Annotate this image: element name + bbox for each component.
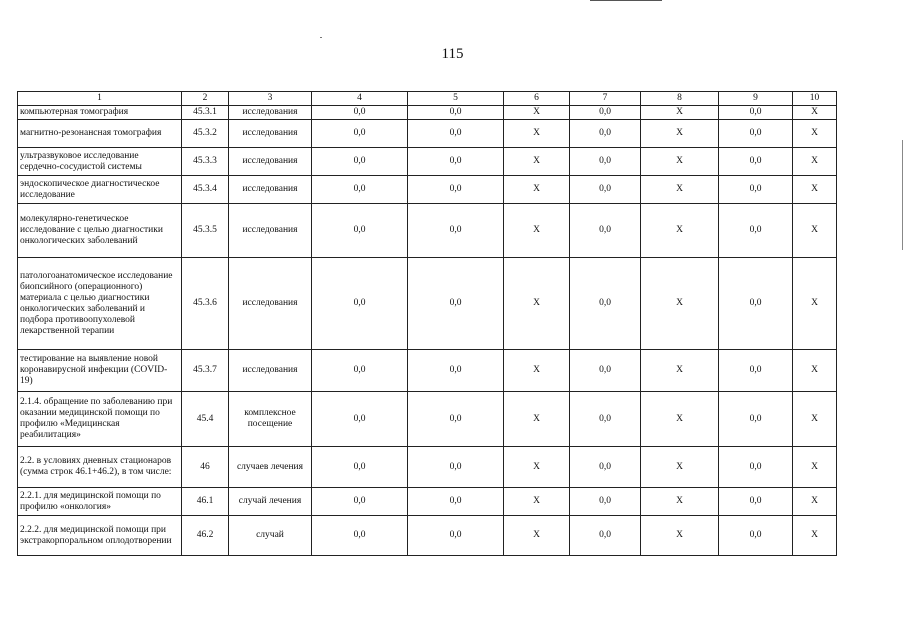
cell-c8: Х xyxy=(641,392,719,447)
cell-c8: Х xyxy=(641,488,719,516)
cell-c10: Х xyxy=(793,350,837,392)
cell-c7: 0,0 xyxy=(570,392,641,447)
cell-c7: 0,0 xyxy=(570,120,641,148)
row-unit: исследования xyxy=(229,148,312,176)
row-name: магнитно-резонансная томография xyxy=(18,120,182,148)
row-code: 45.3.4 xyxy=(182,176,229,204)
cell-c4: 0,0 xyxy=(312,106,408,120)
cell-c9: 0,0 xyxy=(719,106,793,120)
cell-c5: 0,0 xyxy=(408,120,504,148)
cell-c7: 0,0 xyxy=(570,516,641,556)
table-row xyxy=(18,120,837,148)
cell-c8: Х xyxy=(641,204,719,258)
header-cell: 8 xyxy=(641,92,719,106)
cell-c4: 0,0 xyxy=(312,516,408,556)
cell-c8: Х xyxy=(641,148,719,176)
cell-c8: Х xyxy=(641,350,719,392)
row-name: 2.2.2. для медицинской помощи при экстракорпоральном оплодотворении xyxy=(18,516,182,556)
row-unit: исследования xyxy=(229,176,312,204)
cell-c7: 0,0 xyxy=(570,258,641,350)
cell-c8: Х xyxy=(641,447,719,488)
cell-c10: Х xyxy=(793,106,837,120)
cell-c4: 0,0 xyxy=(312,350,408,392)
header-cell: 4 xyxy=(312,92,408,106)
cell-c9: 0,0 xyxy=(719,350,793,392)
row-code: 45.3.2 xyxy=(182,120,229,148)
header-cell: 3 xyxy=(229,92,312,106)
header-cell: 9 xyxy=(719,92,793,106)
cell-c4: 0,0 xyxy=(312,488,408,516)
cell-c9: 0,0 xyxy=(719,176,793,204)
header-cell: 5 xyxy=(408,92,504,106)
row-code: 45.3.7 xyxy=(182,350,229,392)
row-code: 45.3.5 xyxy=(182,204,229,258)
table-row xyxy=(18,148,837,176)
table-row xyxy=(18,176,837,204)
cell-c6: Х xyxy=(504,516,570,556)
cell-c9: 0,0 xyxy=(719,516,793,556)
cell-c10: Х xyxy=(793,120,837,148)
cell-c10: Х xyxy=(793,488,837,516)
cell-c9: 0,0 xyxy=(719,447,793,488)
cell-c9: 0,0 xyxy=(719,488,793,516)
cell-c7: 0,0 xyxy=(570,106,641,120)
cell-c7: 0,0 xyxy=(570,176,641,204)
cell-c4: 0,0 xyxy=(312,176,408,204)
cell-c6: Х xyxy=(504,106,570,120)
cell-c10: Х xyxy=(793,447,837,488)
table-row xyxy=(18,204,837,258)
cell-c5: 0,0 xyxy=(408,148,504,176)
table-header-row xyxy=(18,92,837,106)
cell-c5: 0,0 xyxy=(408,204,504,258)
cell-c8: Х xyxy=(641,516,719,556)
cell-c5: 0,0 xyxy=(408,516,504,556)
scan-artifact-right-edge xyxy=(902,140,903,250)
cell-c7: 0,0 xyxy=(570,350,641,392)
row-name: тестирование на выявление новой коронавирусной инфекции (COVID-19) xyxy=(18,350,182,392)
cell-c7: 0,0 xyxy=(570,204,641,258)
scan-artifact-top-line xyxy=(590,0,662,1)
row-unit: комплексное посещение xyxy=(229,392,312,447)
cell-c5: 0,0 xyxy=(408,258,504,350)
table-row xyxy=(18,350,837,392)
table-row xyxy=(18,516,837,556)
row-code: 46.1 xyxy=(182,488,229,516)
header-cell: 2 xyxy=(182,92,229,106)
row-name: компьютерная томография xyxy=(18,106,182,120)
cell-c10: Х xyxy=(793,258,837,350)
row-code: 45.3.1 xyxy=(182,106,229,120)
row-unit: случай лечения xyxy=(229,488,312,516)
cell-c8: Х xyxy=(641,258,719,350)
cell-c5: 0,0 xyxy=(408,176,504,204)
cell-c8: Х xyxy=(641,120,719,148)
cell-c7: 0,0 xyxy=(570,488,641,516)
cell-c9: 0,0 xyxy=(719,204,793,258)
cell-c5: 0,0 xyxy=(408,447,504,488)
cell-c7: 0,0 xyxy=(570,148,641,176)
row-code: 45.3.3 xyxy=(182,148,229,176)
cell-c5: 0,0 xyxy=(408,350,504,392)
cell-c6: Х xyxy=(504,148,570,176)
row-unit: исследования xyxy=(229,204,312,258)
cell-c10: Х xyxy=(793,392,837,447)
row-name: 2.2. в условиях дневных стационаров (сумма строк 46.1+46.2), в том числе: xyxy=(18,447,182,488)
cell-c8: Х xyxy=(641,106,719,120)
cell-c10: Х xyxy=(793,516,837,556)
row-name: 2.1.4. обращение по заболеванию при оказании медицинской помощи по профилю «Медицинская реабилитация» xyxy=(18,392,182,447)
cell-c4: 0,0 xyxy=(312,447,408,488)
row-unit: исследования xyxy=(229,350,312,392)
cell-c10: Х xyxy=(793,148,837,176)
cell-c6: Х xyxy=(504,392,570,447)
scan-artifact-dot xyxy=(320,37,322,38)
page-number: 115 xyxy=(441,46,464,62)
cell-c4: 0,0 xyxy=(312,258,408,350)
cell-c6: Х xyxy=(504,488,570,516)
row-name: 2.2.1. для медицинской помощи по профилю «онкология» xyxy=(18,488,182,516)
row-name: патологоанатомическое исследование биопсийного (операционного) материала с целью диагностики онкологических заболеваний и подбора противоопухолевой лекарственной терапии xyxy=(18,258,182,350)
header-cell: 7 xyxy=(570,92,641,106)
row-unit: случаев лечения xyxy=(229,447,312,488)
row-unit: случай xyxy=(229,516,312,556)
row-name: ультразвуковое исследование сердечно-сосудистой системы xyxy=(18,148,182,176)
row-name: эндоскопическое диагностическое исследование xyxy=(18,176,182,204)
cell-c6: Х xyxy=(504,120,570,148)
row-unit: исследования xyxy=(229,120,312,148)
header-cell: 10 xyxy=(793,92,837,106)
row-unit: исследования xyxy=(229,106,312,120)
cell-c4: 0,0 xyxy=(312,120,408,148)
row-unit: исследования xyxy=(229,258,312,350)
row-code: 45.3.6 xyxy=(182,258,229,350)
table-row xyxy=(18,392,837,447)
cell-c6: Х xyxy=(504,350,570,392)
row-code: 46.2 xyxy=(182,516,229,556)
table-row xyxy=(18,106,837,120)
row-code: 46 xyxy=(182,447,229,488)
row-name: молекулярно-генетическое исследование с целью диагностики онкологических заболеваний xyxy=(18,204,182,258)
cell-c6: Х xyxy=(504,176,570,204)
header-cell: 6 xyxy=(504,92,570,106)
table-row xyxy=(18,488,837,516)
cell-c5: 0,0 xyxy=(408,106,504,120)
cell-c7: 0,0 xyxy=(570,447,641,488)
cell-c9: 0,0 xyxy=(719,148,793,176)
cell-c6: Х xyxy=(504,447,570,488)
cell-c6: Х xyxy=(504,258,570,350)
data-table xyxy=(17,91,837,556)
cell-c8: Х xyxy=(641,176,719,204)
cell-c4: 0,0 xyxy=(312,148,408,176)
cell-c5: 0,0 xyxy=(408,392,504,447)
cell-c4: 0,0 xyxy=(312,204,408,258)
cell-c10: Х xyxy=(793,204,837,258)
cell-c10: Х xyxy=(793,176,837,204)
row-code: 45.4 xyxy=(182,392,229,447)
header-cell: 1 xyxy=(18,92,182,106)
table-row xyxy=(18,258,837,350)
cell-c9: 0,0 xyxy=(719,258,793,350)
cell-c9: 0,0 xyxy=(719,120,793,148)
cell-c4: 0,0 xyxy=(312,392,408,447)
cell-c5: 0,0 xyxy=(408,488,504,516)
cell-c6: Х xyxy=(504,204,570,258)
table-row xyxy=(18,447,837,488)
cell-c9: 0,0 xyxy=(719,392,793,447)
